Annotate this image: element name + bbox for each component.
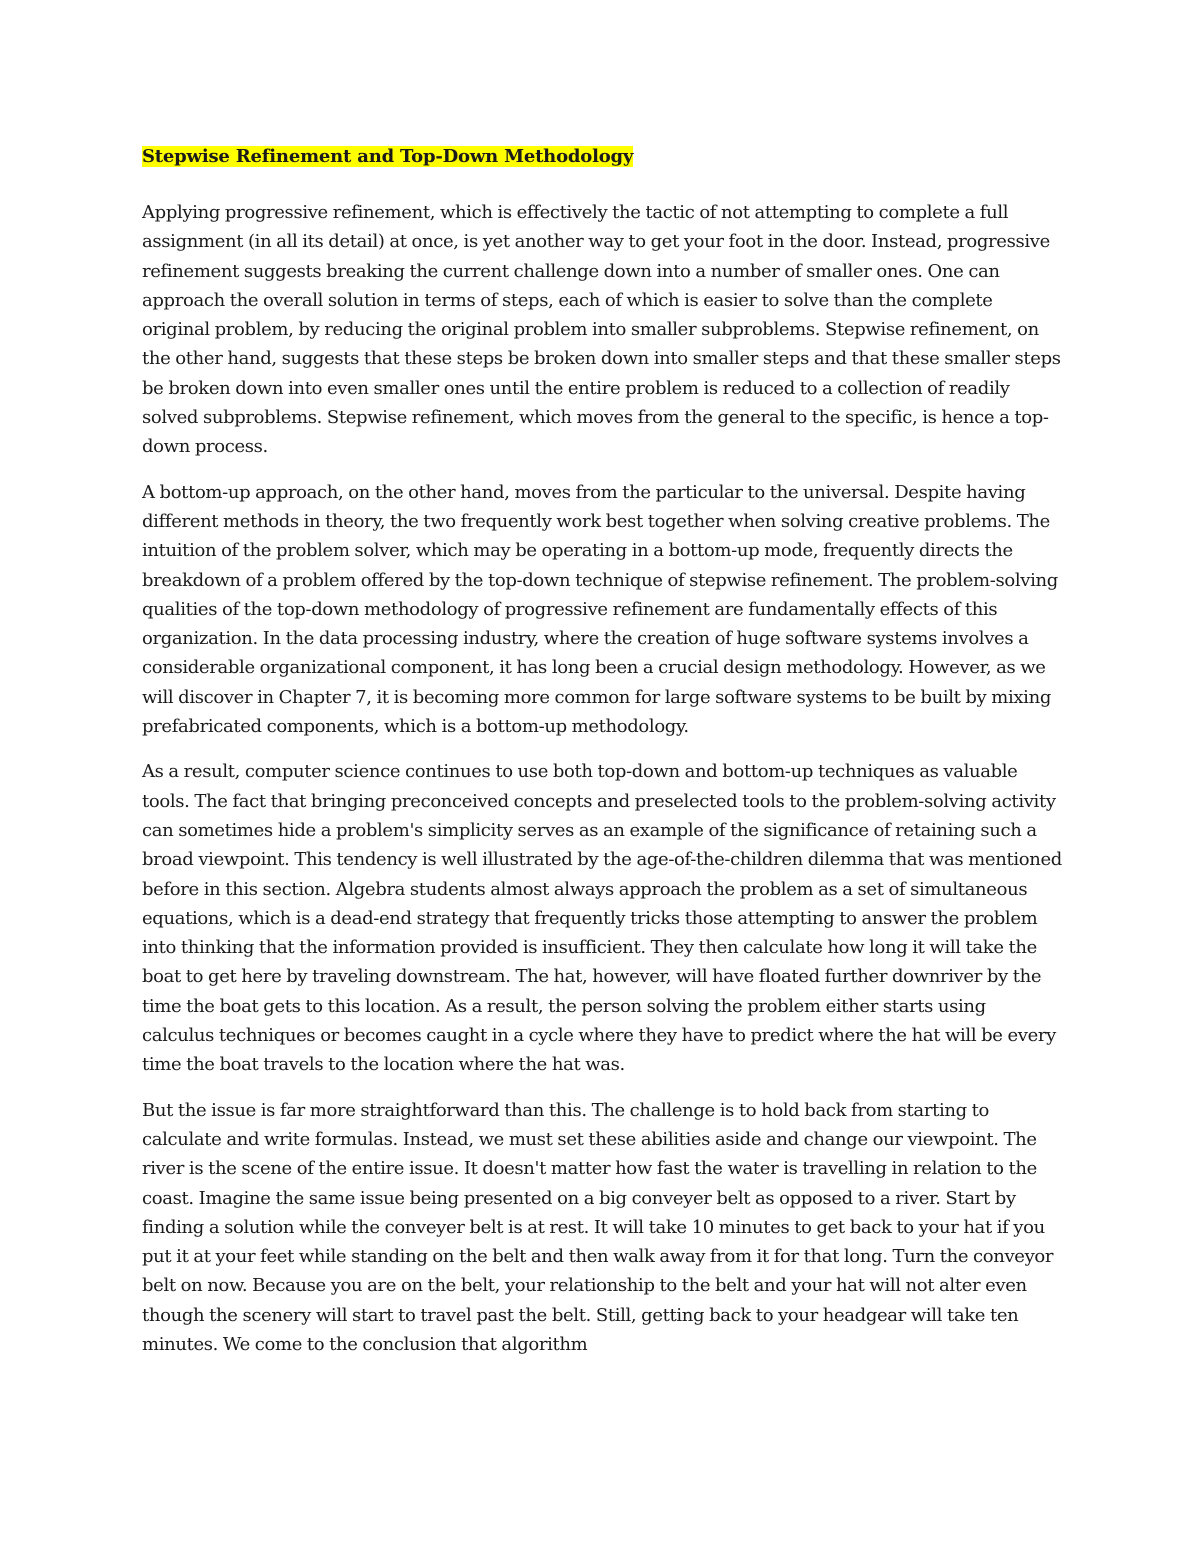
document-body: [142, 138, 1062, 1375]
paragraph-stepwise-refinement: Applying progressive refinement, which is effectively the tactic of not attempting to complete a full assignment (in all its detail) at once, is yet another way to get your foot in the door. Instead, progressive refinement suggests breaking the current challenge down into a number of smaller ones. One can approach the overall solution in terms of steps, each of which is easier to solve than the complete original problem, by reducing the original problem into smaller subproblems. Stepwise refinement, on the other hand, suggests that these steps be broken down into smaller steps and that these smaller steps be broken down into even smaller ones until the entire problem is reduced to a collection of readily solved subproblems. Stepwise refinement, which moves from the general to the specific, is hence a top-down process.: [142, 202, 1061, 458]
paragraph-computer-science-techniques: As a result, computer science continues to use both top-down and bottom-up techniques as valuable tools. The fact that bringing preconceived concepts and preselected tools to the problem-solving activity can sometimes hide a problem's simplicity serves as an example of the significance of retaining such a broad viewpoint. This tendency is well illustrated by the age-of-the-children dilemma that was mentioned before in this section. Algebra students almost always approach the problem as a set of simultaneous equations, which is a dead-end strategy that frequently tricks those attempting to answer the problem into thinking that the information provided is insufficient. They then calculate how long it will take the boat to get here by traveling downstream. The hat, however, will have floated further downriver by the time the boat gets to this location. As a result, the person solving the problem either starts using calculus techniques or becomes caught in a cycle where they have to predict where the hat will be every time the boat travels to the location where the hat was.: [142, 761, 1062, 1076]
paragraph-bottom-up-approach: A bottom-up approach, on the other hand, moves from the particular to the universal. Despite having different methods in theory, the two frequently work best together when solving creative problems. The intuition of the problem solver, which may be operating in a bottom-up mode, frequently directs the breakdown of a problem offered by the top-down technique of stepwise refinement. The problem-solving qualities of the top-down methodology of progressive refinement are fundamentally effects of this organization. In the data processing industry, where the creation of huge software systems involves a considerable organizational component, it has long been a crucial design methodology. However, as we will discover in Chapter 7, it is becoming more common for large software systems to be built by mixing prefabricated components, which is a bottom-up methodology.: [142, 481, 1058, 738]
document-title: [142, 138, 1062, 176]
highlighted-title-text: Stepwise Refinement and Top-Down Methodology: [142, 146, 634, 167]
paragraph-conveyor-belt-example: But the issue is far more straightforward than this. The challenge is to hold back from starting to calculate and write formulas. Instead, we must set these abilities aside and change our viewpoint. The river is the scene of the entire issue. It doesn't matter how fast the water is travelling in relation to the coast. Imagine the same issue being presented on a big conveyer belt as opposed to a river. Start by finding a solution while the conveyer belt is at rest. It will take 10 minutes to get back to your hat if you put it at your feet while standing on the belt and then walk away from it for that long. Turn the conveyor belt on now. Because you are on the belt, your relationship to the belt and your hat will not alter even though the scenery will start to travel past the belt. Still, getting back to your headgear will take ten minutes. We come to the conclusion that algorithm: [142, 1099, 1054, 1355]
